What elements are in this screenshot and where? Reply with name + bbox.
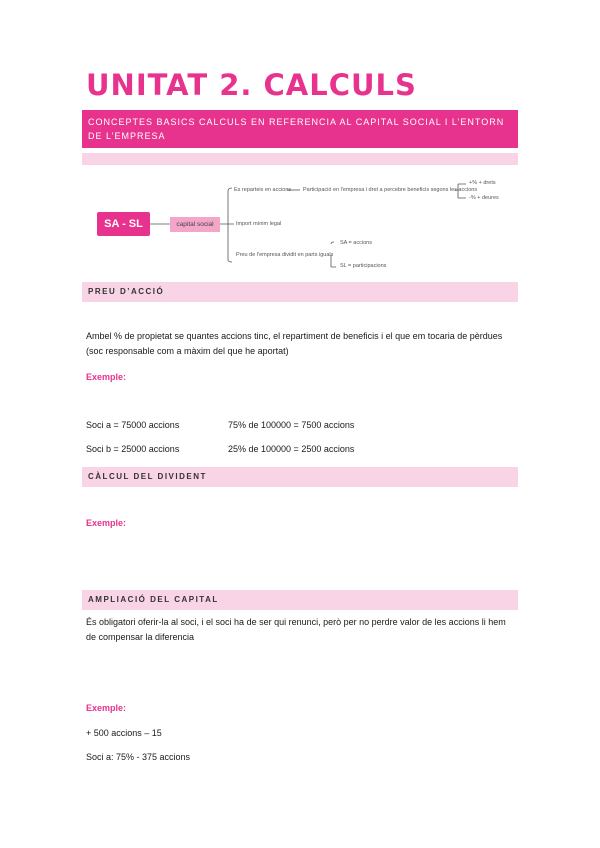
mind-map-branch-2: Import mínim legal bbox=[236, 221, 282, 227]
section-heading-dividend: CÀLCUL DEL DIVIDENT bbox=[82, 467, 518, 487]
mind-map-leaf: -% + deures bbox=[469, 195, 499, 201]
mind-map-leaf: SA = accions bbox=[340, 240, 372, 246]
mind-map-root: SA - SL bbox=[97, 212, 150, 236]
mind-map-leaf: +% + drets bbox=[469, 180, 496, 186]
example-row-left: Soci a = 75000 accions bbox=[86, 420, 180, 430]
example-line: + 500 accions – 15 bbox=[86, 728, 162, 738]
section-heading-preu: PREU D’ACCIÓ bbox=[82, 282, 518, 302]
mind-map-node-capital: capital social bbox=[170, 217, 220, 232]
example-row-right: 25% de 100000 = 2500 accions bbox=[228, 444, 355, 454]
mind-map-leaf: SL = participacions bbox=[340, 263, 387, 269]
example-label: Exemple: bbox=[86, 372, 127, 382]
mind-map-branch-3: Preu de l'empresa dividit en parts iguals bbox=[236, 252, 334, 258]
page-title: UNITAT 2. CALCULS bbox=[86, 68, 417, 102]
mind-map-branch-1: Es reparteix en accions bbox=[234, 187, 292, 193]
mind-map-branch-1-detail: Participació en l'empresa i dret a percebre beneficis segons les accions bbox=[303, 187, 478, 193]
example-line: Soci a: 75% - 375 accions bbox=[86, 752, 191, 762]
example-label: Exemple: bbox=[86, 518, 127, 528]
topic-banner: CONCEPTES BASICS CALCULS EN REFERENCIA AL CAPITAL SOCIAL I L’ENTORN DE L’EMPRESA bbox=[82, 110, 518, 148]
example-row-left: Soci b = 25000 accions bbox=[86, 444, 180, 454]
example-label: Exemple: bbox=[86, 703, 127, 713]
paragraph-ampliacio: És obligatori oferir-la al soci, i el soci ha de ser qui renunci, però per no perdre valor de les accions li hem de compensar la diferencia bbox=[86, 617, 506, 642]
section-heading-ampliacio: AMPLIACIÓ DEL CAPITAL bbox=[82, 590, 518, 610]
example-row-right: 75% de 100000 = 7500 accions bbox=[228, 420, 355, 430]
paragraph-preu: Ambel % de propietat se quantes accions tinc, el repartiment de beneficis i el que em tocaria de pèrdues (soc responsable com a màxim del que he aportat) bbox=[86, 331, 503, 356]
